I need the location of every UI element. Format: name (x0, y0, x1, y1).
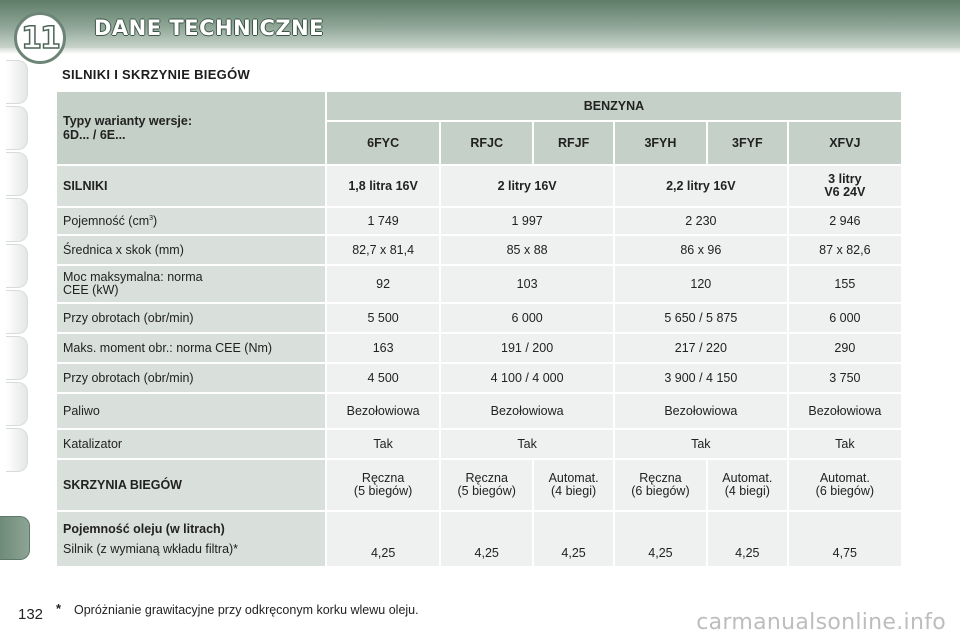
table-row (57, 208, 901, 234)
gearbox-cell: Automat. (6 biegów) (789, 460, 901, 510)
code-header: RFJF (534, 122, 613, 164)
row-label: Przy obrotach (obr/min) (57, 364, 325, 392)
value-cell: 290 (789, 334, 901, 362)
value-cell: 163 (327, 334, 439, 362)
page-number: 132 (18, 606, 44, 623)
gearbox-cell: Automat. (4 biegi) (708, 460, 787, 510)
header-shadow (0, 48, 960, 54)
value-cell: 6 000 (441, 304, 613, 332)
value-cell: Tak (441, 430, 613, 458)
value-cell: 4 100 / 4 000 (441, 364, 613, 392)
watermark: carmanualsonline.info (696, 610, 946, 635)
value-cell: 4 500 (327, 364, 439, 392)
gearbox-cell: Ręczna (6 biegów) (615, 460, 706, 510)
value-cell: Tak (789, 430, 901, 458)
oil-label: Pojemność oleju (w litrach) (63, 522, 225, 536)
row-label: Katalizator (57, 430, 325, 458)
value-cell: 86 x 96 (615, 236, 787, 264)
code-header: 3FYF (708, 122, 787, 164)
oil-value: 4,25 (615, 512, 706, 566)
fuel-group-header: BENZYNA (327, 92, 901, 120)
value-cell: 155 (789, 266, 901, 302)
value-cell: Bezołowiowa (615, 394, 787, 428)
chapter-tab[interactable] (6, 152, 28, 196)
spec-table (55, 90, 903, 568)
value-cell: 217 / 220 (615, 334, 787, 362)
variants-label: Typy warianty wersje: 6D... / 6E... (57, 92, 325, 164)
table-row (57, 236, 901, 264)
table-row (57, 304, 901, 332)
chapter-tab[interactable] (6, 382, 28, 426)
table-row (57, 334, 901, 362)
code-header: 3FYH (615, 122, 706, 164)
gearbox-cell: Ręczna (5 biegów) (441, 460, 532, 510)
section-title: SILNIKI I SKRZYNIE BIEGÓW (62, 67, 251, 82)
chapter-tab[interactable] (6, 336, 28, 380)
value-cell: Bezołowiowa (441, 394, 613, 428)
chapter-tab[interactable] (6, 428, 28, 472)
page-title: DANE TECHNICZNE (94, 16, 325, 40)
value-cell: 1 997 (441, 208, 613, 234)
value-cell: 2 946 (789, 208, 901, 234)
engine-cell: 2 litry 16V (441, 166, 613, 206)
value-cell: 103 (441, 266, 613, 302)
gearbox-cell: Ręczna (5 biegów) (327, 460, 439, 510)
oil-value: 4,25 (327, 512, 439, 566)
row-label: Przy obrotach (obr/min) (57, 304, 325, 332)
row-label: Moc maksymalna: norma CEE (kW) (57, 266, 325, 302)
value-cell: 120 (615, 266, 787, 302)
value-cell: 3 750 (789, 364, 901, 392)
value-cell: Bezołowiowa (327, 394, 439, 428)
chapter-tab-active[interactable] (0, 516, 30, 560)
oil-value: 4,25 (441, 512, 532, 566)
oil-value: 4,75 (789, 512, 901, 566)
value-cell: 5 650 / 5 875 (615, 304, 787, 332)
chapter-tab-strip (0, 60, 30, 580)
gearbox-label: SKRZYNIA BIEGÓW (57, 460, 325, 510)
value-cell: 82,7 x 81,4 (327, 236, 439, 264)
chapter-tab[interactable] (6, 244, 28, 288)
value-cell: 191 / 200 (441, 334, 613, 362)
value-cell: 5 500 (327, 304, 439, 332)
chapter-tab[interactable] (6, 290, 28, 334)
value-cell: Tak (615, 430, 787, 458)
oil-row (57, 512, 901, 566)
engine-cell: 2,2 litry 16V (615, 166, 787, 206)
oil-label-cell (57, 512, 325, 566)
value-cell: 3 900 / 4 150 (615, 364, 787, 392)
code-header: RFJC (441, 122, 532, 164)
row-label: Paliwo (57, 394, 325, 428)
oil-value: 4,25 (534, 512, 613, 566)
value-cell: 87 x 82,6 (789, 236, 901, 264)
oil-value: 4,25 (708, 512, 787, 566)
footnote-text: Opróżnianie grawitacyjne przy odkręconym korku wlewu oleju. (74, 603, 419, 617)
value-cell: 92 (327, 266, 439, 302)
table-row (57, 266, 901, 302)
value-cell: 2 230 (615, 208, 787, 234)
value-cell: 6 000 (789, 304, 901, 332)
gearbox-row (57, 460, 901, 510)
chapter-tab[interactable] (6, 106, 28, 150)
engine-cell: 3 litry V6 24V (789, 166, 901, 206)
code-header: XFVJ (789, 122, 901, 164)
value-cell: Bezołowiowa (789, 394, 901, 428)
value-cell: 85 x 88 (441, 236, 613, 264)
row-label: Maks. moment obr.: norma CEE (Nm) (57, 334, 325, 362)
table-row (57, 394, 901, 428)
gearbox-cell: Automat. (4 biegi) (534, 460, 613, 510)
chapter-badge (14, 12, 66, 64)
chapter-tab[interactable] (6, 60, 28, 104)
engines-label: SILNIKI (57, 166, 325, 206)
value-cell: 1 749 (327, 208, 439, 234)
footnote-mark: * (56, 601, 62, 616)
value-cell: Tak (327, 430, 439, 458)
chapter-tab[interactable] (6, 198, 28, 242)
code-header: 6FYC (327, 122, 439, 164)
engine-cell: 1,8 litra 16V (327, 166, 439, 206)
chapter-number: 11 (21, 20, 59, 56)
row-label: Średnica x skok (mm) (57, 236, 325, 264)
table-row (57, 430, 901, 458)
table-row (57, 364, 901, 392)
oil-sublabel: Silnik (z wymianą wkładu filtra)* (63, 542, 239, 556)
row-label: Pojemność $(cm^3)$ (57, 208, 325, 234)
